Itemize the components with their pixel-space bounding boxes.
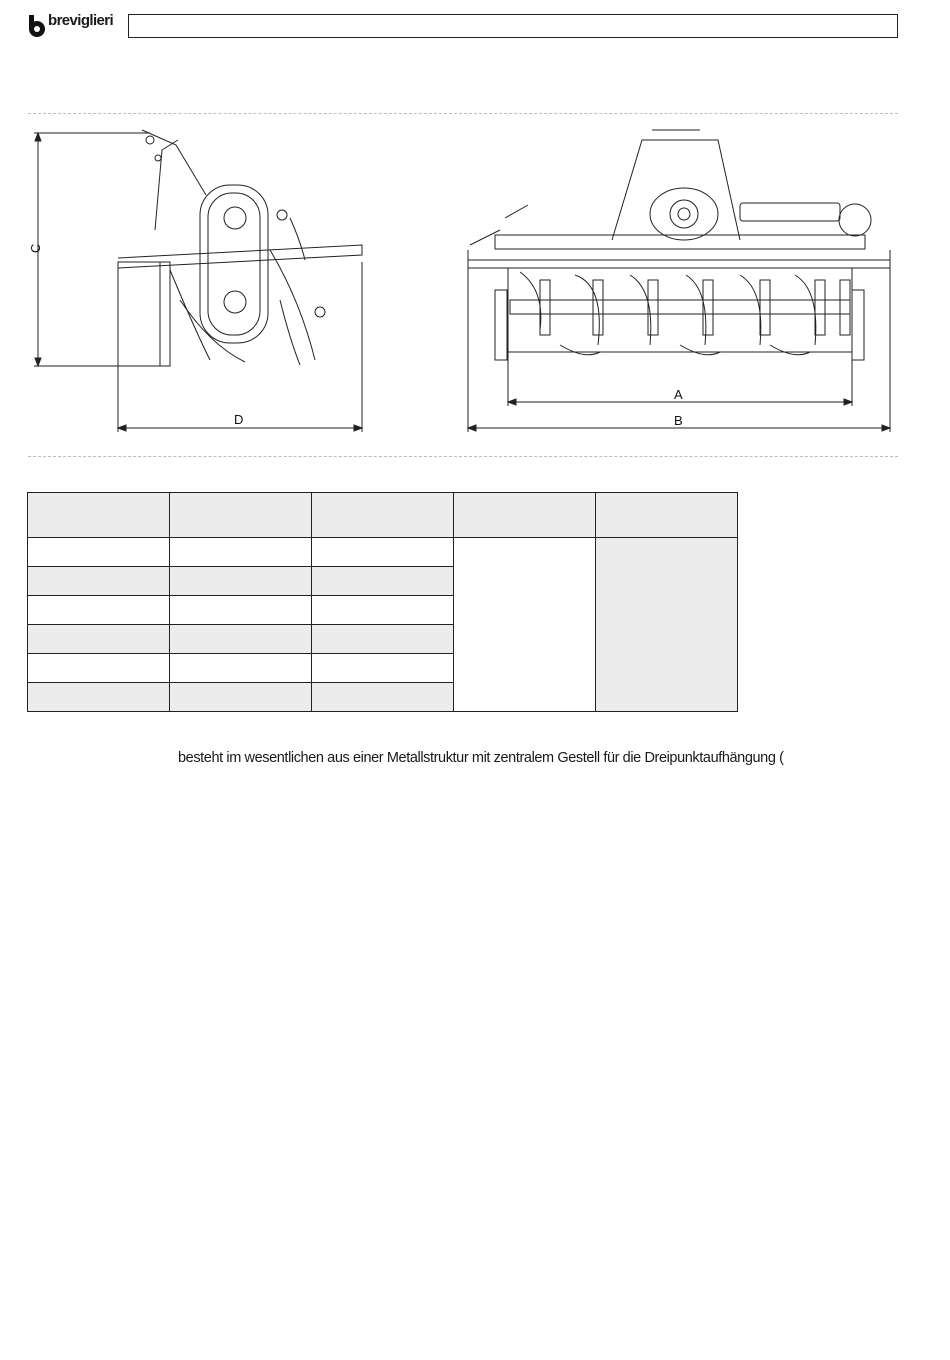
description-text: besteht im wesentlichen aus einer Metallstruktur mit zentralem Gestell für die Dreipunktaufhängung ( (178, 750, 784, 766)
table-header-cell (170, 493, 312, 538)
brand-name: breviglieri (48, 12, 114, 29)
table-cell (28, 567, 170, 596)
label-dimension-a: A (674, 387, 683, 402)
table-merged-cell (454, 538, 596, 712)
table-header-cell (28, 493, 170, 538)
table-cell (312, 683, 454, 712)
table-cell (312, 567, 454, 596)
table-cell (312, 538, 454, 567)
table-cell (312, 625, 454, 654)
table-cell (170, 625, 312, 654)
header-title-box (128, 14, 898, 38)
machine-drawings (0, 120, 950, 440)
table-cell (170, 654, 312, 683)
table-cell (28, 538, 170, 567)
table-cell (170, 538, 312, 567)
table-row (28, 538, 738, 567)
table-header-cell (454, 493, 596, 538)
divider-top (28, 113, 898, 114)
table-header-cell (596, 493, 738, 538)
label-dimension-d: D (234, 412, 244, 427)
side-view-drawing (34, 130, 362, 432)
table-header-row (28, 493, 738, 538)
table-cell (170, 567, 312, 596)
table-merged-cell (596, 538, 738, 712)
label-dimension-c: C (28, 243, 43, 253)
table-cell (170, 683, 312, 712)
table-cell (312, 654, 454, 683)
spec-table (27, 492, 738, 712)
table-cell (28, 683, 170, 712)
table-cell (28, 625, 170, 654)
table-cell (170, 596, 312, 625)
table-cell (28, 654, 170, 683)
label-dimension-b: B (674, 413, 683, 428)
divider-bottom (28, 456, 898, 457)
table-cell (312, 596, 454, 625)
table-header-cell (312, 493, 454, 538)
table-cell (28, 596, 170, 625)
